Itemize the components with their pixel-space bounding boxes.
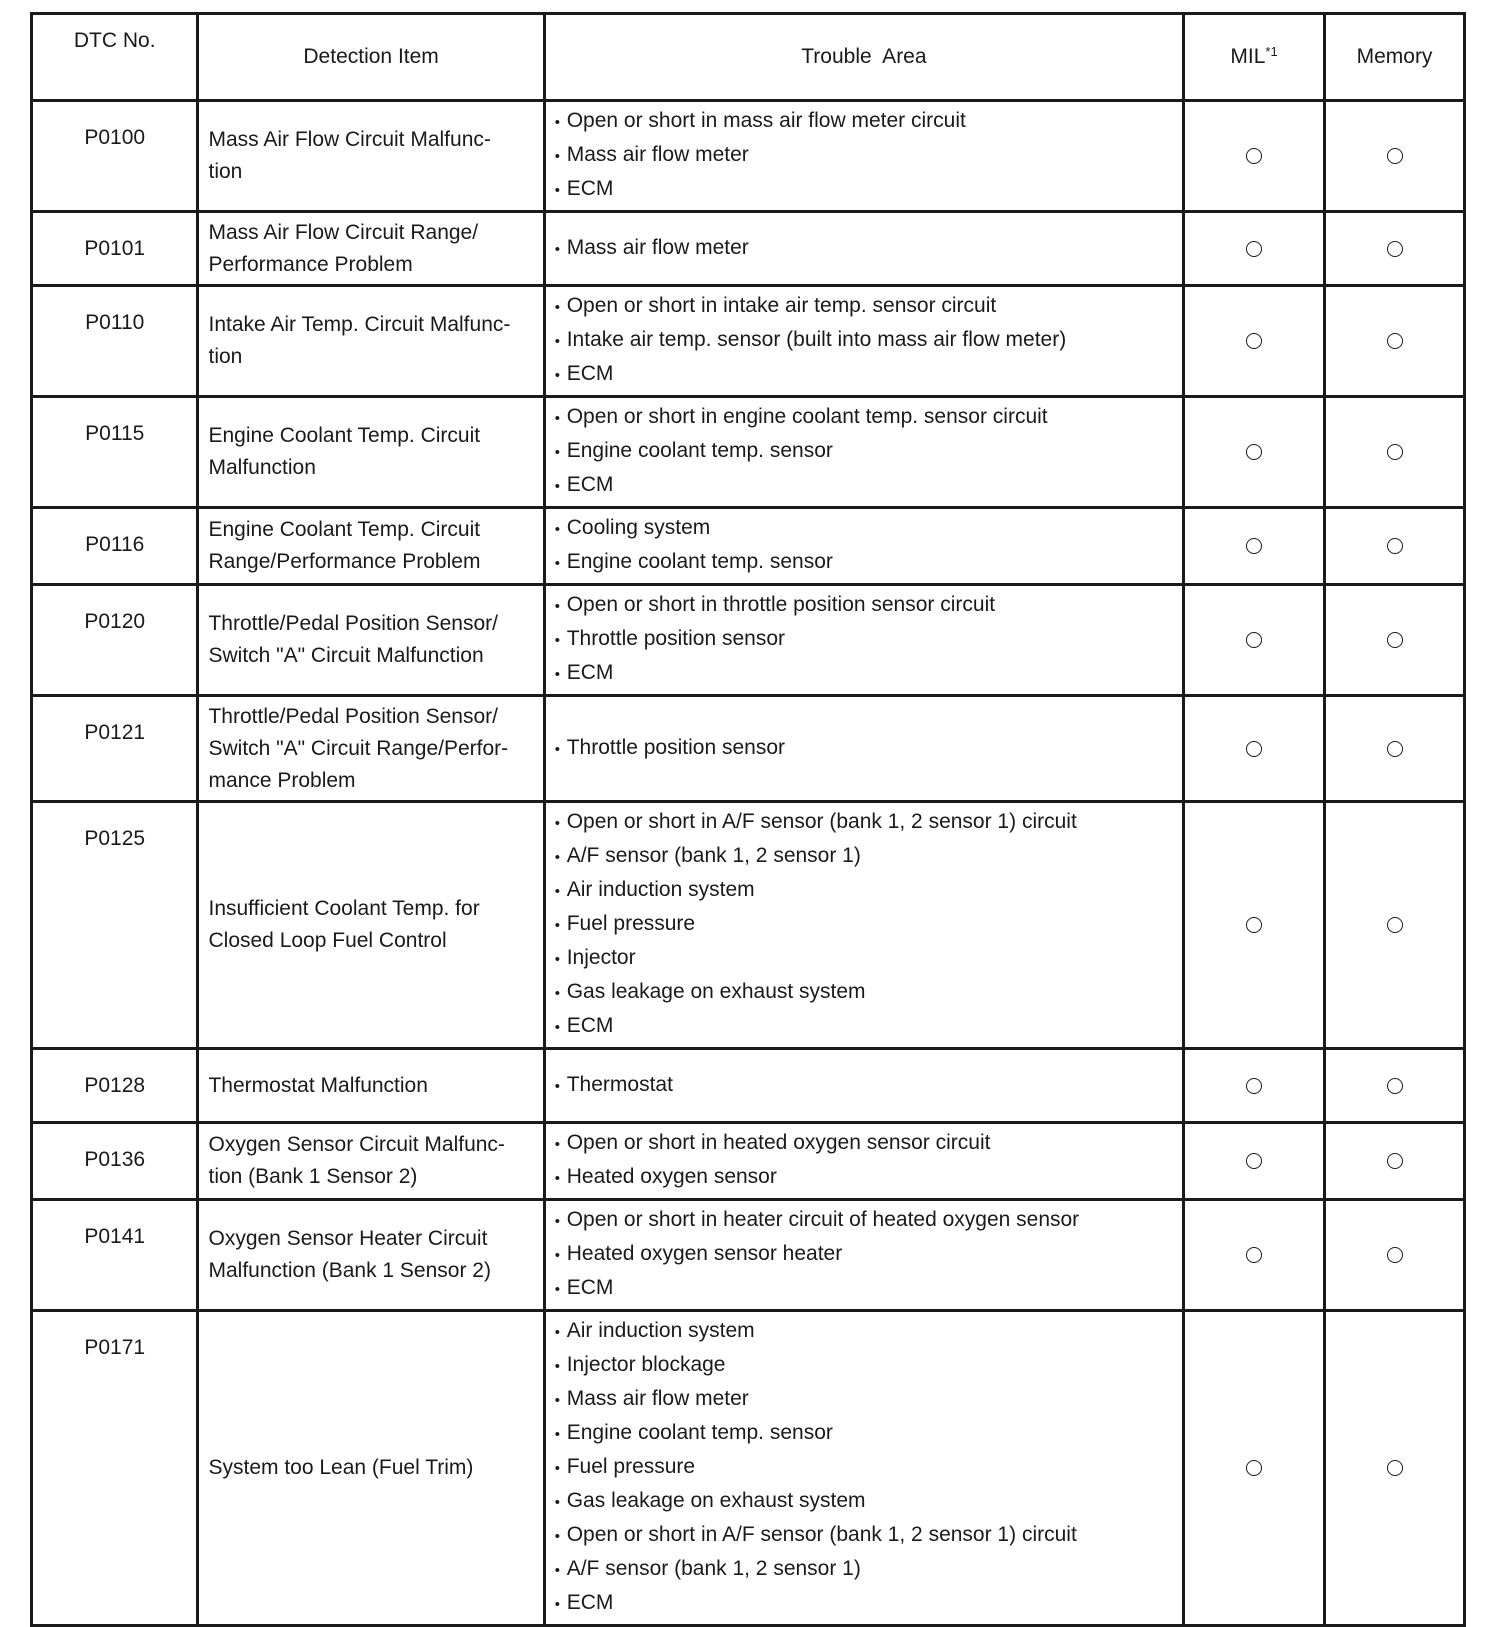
trouble-area-item: • Mass air flow meter [555, 232, 1176, 266]
memory-cell [1325, 212, 1465, 286]
mil-cell [1184, 508, 1325, 585]
trouble-area-item: • Injector [555, 942, 1176, 976]
detection-item-line: Oxygen Sensor Circuit Malfunc- [208, 1133, 505, 1156]
header-mil-footnote: *1 [1265, 44, 1278, 59]
detection-item-line: Switch "A" Circuit Range/Perfor- [208, 736, 509, 760]
table-row [32, 1123, 1465, 1200]
trouble-area-cell [544, 212, 1183, 286]
trouble-area-cell [544, 802, 1183, 1049]
detection-item-cell [198, 1311, 544, 1626]
mil-circle-icon [1246, 1078, 1262, 1094]
detection-item-cell [198, 1200, 544, 1311]
trouble-area-item: • Open or short in heated oxygen sensor circuit [555, 1127, 1176, 1161]
trouble-area-item: • Throttle position sensor [555, 623, 1176, 657]
dtc-code-cell: P0115 [32, 397, 198, 508]
detection-item-line: Closed Loop Fuel Control [208, 929, 447, 952]
table-row [32, 286, 1465, 397]
trouble-area-item: • Throttle position sensor [555, 732, 1176, 766]
trouble-area-item: • Engine coolant temp. sensor [555, 1417, 1176, 1451]
memory-cell [1325, 286, 1465, 397]
mil-circle-icon [1246, 538, 1262, 554]
mil-cell [1184, 286, 1325, 397]
memory-circle-icon [1387, 538, 1403, 554]
mil-circle-icon [1246, 1153, 1262, 1169]
trouble-area-cell [544, 696, 1183, 802]
trouble-area-item: • Intake air temp. sensor (built into mass air flow meter) [555, 324, 1176, 358]
trouble-area-item: • Air induction system [555, 874, 1176, 908]
detection-item-cell [198, 101, 544, 212]
trouble-area-cell [544, 286, 1183, 397]
memory-cell [1325, 1049, 1465, 1123]
dtc-table [30, 12, 1466, 1627]
header-detection-item: Detection Item [198, 14, 544, 101]
header-mil [1184, 14, 1325, 101]
trouble-area-item: • Open or short in throttle position sensor circuit [555, 589, 1176, 623]
memory-cell [1325, 101, 1465, 212]
detection-item-cell [198, 696, 544, 802]
memory-cell [1325, 802, 1465, 1049]
trouble-area-cell [544, 1049, 1183, 1123]
trouble-area-item: • Engine coolant temp. sensor [555, 546, 1176, 580]
detection-item-line: Malfunction [208, 456, 316, 479]
trouble-area-item: • ECM [555, 358, 1176, 392]
detection-item-cell [198, 802, 544, 1049]
detection-item-cell [198, 397, 544, 508]
dtc-code-cell: P0116 [32, 508, 198, 585]
header-row [32, 14, 1465, 101]
mil-circle-icon [1246, 632, 1262, 648]
memory-circle-icon [1387, 1078, 1403, 1094]
dtc-code-cell: P0121 [32, 696, 198, 802]
trouble-area-item: • ECM [555, 173, 1176, 207]
detection-item-line: Engine Coolant Temp. Circuit [208, 424, 481, 447]
dtc-code-cell: P0125 [32, 802, 198, 1049]
dtc-code-cell: P0120 [32, 585, 198, 696]
mil-cell [1184, 1311, 1325, 1626]
trouble-area-item: • ECM [555, 1587, 1176, 1621]
trouble-area-list [555, 803, 1176, 1047]
detection-item-cell [198, 1123, 544, 1200]
detection-item-cell [198, 585, 544, 696]
mil-cell [1184, 212, 1325, 286]
memory-circle-icon [1387, 1247, 1403, 1263]
trouble-area-item: • Air induction system [555, 1315, 1176, 1349]
detection-item-line: Range/Performance Problem [208, 550, 481, 573]
memory-circle-icon [1387, 917, 1403, 933]
table-row [32, 1200, 1465, 1311]
memory-cell [1325, 1311, 1465, 1626]
memory-circle-icon [1387, 1153, 1403, 1169]
dtc-table-body [32, 101, 1465, 1626]
detection-item-line: Mass Air Flow Circuit Range/ [208, 220, 479, 244]
trouble-area-item: • Open or short in engine coolant temp. sensor circuit [555, 401, 1176, 435]
detection-item-line: mance Problem [208, 768, 356, 792]
trouble-area-item: • ECM [555, 1272, 1176, 1306]
trouble-area-item: • ECM [555, 1010, 1176, 1044]
memory-cell [1325, 397, 1465, 508]
memory-circle-icon [1387, 241, 1403, 257]
trouble-area-list [555, 1066, 1176, 1106]
trouble-area-item: • Thermostat [555, 1069, 1176, 1103]
mil-cell [1184, 585, 1325, 696]
trouble-area-cell [544, 1200, 1183, 1311]
memory-cell [1325, 1123, 1465, 1200]
mil-circle-icon [1246, 148, 1262, 164]
trouble-area-item: • A/F sensor (bank 1, 2 sensor 1) [555, 840, 1176, 874]
trouble-area-cell [544, 1123, 1183, 1200]
mil-cell [1184, 101, 1325, 212]
detection-item-line: tion (Bank 1 Sensor 2) [208, 1165, 418, 1188]
trouble-area-item: • Heated oxygen sensor heater [555, 1238, 1176, 1272]
trouble-area-list [555, 229, 1176, 269]
trouble-area-item: • Mass air flow meter [555, 1383, 1176, 1417]
memory-circle-icon [1387, 148, 1403, 164]
trouble-area-item: • Fuel pressure [555, 1451, 1176, 1485]
detection-item-line: Intake Air Temp. Circuit Malfunc- [208, 313, 511, 336]
detection-item-line: Performance Problem [208, 252, 413, 276]
detection-item-cell [198, 212, 544, 286]
dtc-code-cell: P0128 [32, 1049, 198, 1123]
mil-cell [1184, 696, 1325, 802]
trouble-area-item: • A/F sensor (bank 1, 2 sensor 1) [555, 1553, 1176, 1587]
mil-circle-icon [1246, 917, 1262, 933]
mil-circle-icon [1246, 241, 1262, 257]
detection-item-cell [198, 508, 544, 585]
detection-item-cell [198, 286, 544, 397]
trouble-area-cell [544, 101, 1183, 212]
dtc-code-cell: P0141 [32, 1200, 198, 1311]
detection-item-line: tion [208, 160, 243, 183]
table-row [32, 696, 1465, 802]
memory-cell [1325, 508, 1465, 585]
trouble-area-item: • Heated oxygen sensor [555, 1161, 1176, 1195]
dtc-code-cell: P0171 [32, 1311, 198, 1626]
trouble-area-list [555, 398, 1176, 506]
trouble-area-item: • Gas leakage on exhaust system [555, 976, 1176, 1010]
memory-circle-icon [1387, 632, 1403, 648]
table-row [32, 508, 1465, 585]
table-row [32, 1049, 1465, 1123]
dtc-code-cell: P0101 [32, 212, 198, 286]
header-dtc-no: DTC No. [32, 14, 198, 101]
trouble-area-item: • Gas leakage on exhaust system [555, 1485, 1176, 1519]
detection-item-line: Malfunction (Bank 1 Sensor 2) [208, 1259, 491, 1282]
trouble-area-item: • Engine coolant temp. sensor [555, 435, 1176, 469]
table-row [32, 585, 1465, 696]
trouble-area-item: • Injector blockage [555, 1349, 1176, 1383]
header-trouble-area: Trouble Area [544, 14, 1183, 101]
memory-cell [1325, 696, 1465, 802]
table-row [32, 1311, 1465, 1626]
memory-circle-icon [1387, 1460, 1403, 1476]
trouble-area-item: • Mass air flow meter [555, 139, 1176, 173]
detection-item-line: Switch "A" Circuit Malfunction [208, 644, 484, 667]
mil-cell [1184, 1049, 1325, 1123]
mil-circle-icon [1246, 741, 1262, 757]
table-row [32, 802, 1465, 1049]
mil-circle-icon [1246, 444, 1262, 460]
mil-circle-icon [1246, 1460, 1262, 1476]
detection-item-line: Mass Air Flow Circuit Malfunc- [208, 128, 491, 151]
detection-item-line: Throttle/Pedal Position Sensor/ [208, 704, 498, 728]
detection-item-line: System too Lean (Fuel Trim) [208, 1456, 474, 1479]
trouble-area-item: • Open or short in intake air temp. sensor circuit [555, 290, 1176, 324]
trouble-area-list [555, 509, 1176, 583]
trouble-area-list [555, 1312, 1176, 1624]
trouble-area-list [555, 1124, 1176, 1198]
detection-item-line: Thermostat Malfunction [208, 1073, 428, 1097]
trouble-area-cell [544, 585, 1183, 696]
detection-item-line: Oxygen Sensor Heater Circuit [208, 1227, 488, 1250]
trouble-area-cell [544, 397, 1183, 508]
memory-circle-icon [1387, 444, 1403, 460]
detection-item-cell [198, 1049, 544, 1123]
dtc-code-cell: P0136 [32, 1123, 198, 1200]
trouble-area-item: • Open or short in A/F sensor (bank 1, 2 sensor 1) circuit [555, 1519, 1176, 1553]
mil-cell [1184, 397, 1325, 508]
trouble-area-item: • Cooling system [555, 512, 1176, 546]
mil-cell [1184, 1200, 1325, 1311]
table-row [32, 101, 1465, 212]
table-row [32, 212, 1465, 286]
dtc-code-cell: P0100 [32, 101, 198, 212]
trouble-area-cell [544, 1311, 1183, 1626]
mil-circle-icon [1246, 1247, 1262, 1263]
trouble-area-item: • ECM [555, 469, 1176, 503]
trouble-area-cell [544, 508, 1183, 585]
detection-item-line: Engine Coolant Temp. Circuit [208, 518, 481, 541]
memory-circle-icon [1387, 741, 1403, 757]
trouble-area-item: • ECM [555, 657, 1176, 691]
detection-item-line: tion [208, 345, 243, 368]
table-row [32, 397, 1465, 508]
trouble-area-list [555, 287, 1176, 395]
trouble-area-item: • Open or short in heater circuit of heated oxygen sensor [555, 1204, 1176, 1238]
mil-cell [1184, 802, 1325, 1049]
detection-item-line: Throttle/Pedal Position Sensor/ [208, 612, 498, 635]
trouble-area-list [555, 102, 1176, 210]
dtc-code-cell: P0110 [32, 286, 198, 397]
trouble-area-list [555, 1201, 1176, 1309]
memory-cell [1325, 1200, 1465, 1311]
trouble-area-list [555, 729, 1176, 769]
mil-cell [1184, 1123, 1325, 1200]
trouble-area-item: • Fuel pressure [555, 908, 1176, 942]
header-mil-label: MIL [1230, 45, 1266, 68]
header-memory: Memory [1325, 14, 1465, 101]
trouble-area-list [555, 586, 1176, 694]
memory-circle-icon [1387, 333, 1403, 349]
trouble-area-item: • Open or short in A/F sensor (bank 1, 2 sensor 1) circuit [555, 806, 1176, 840]
trouble-area-item: • Open or short in mass air flow meter circuit [555, 105, 1176, 139]
detection-item-line: Insufficient Coolant Temp. for [208, 897, 480, 920]
memory-cell [1325, 585, 1465, 696]
mil-circle-icon [1246, 333, 1262, 349]
